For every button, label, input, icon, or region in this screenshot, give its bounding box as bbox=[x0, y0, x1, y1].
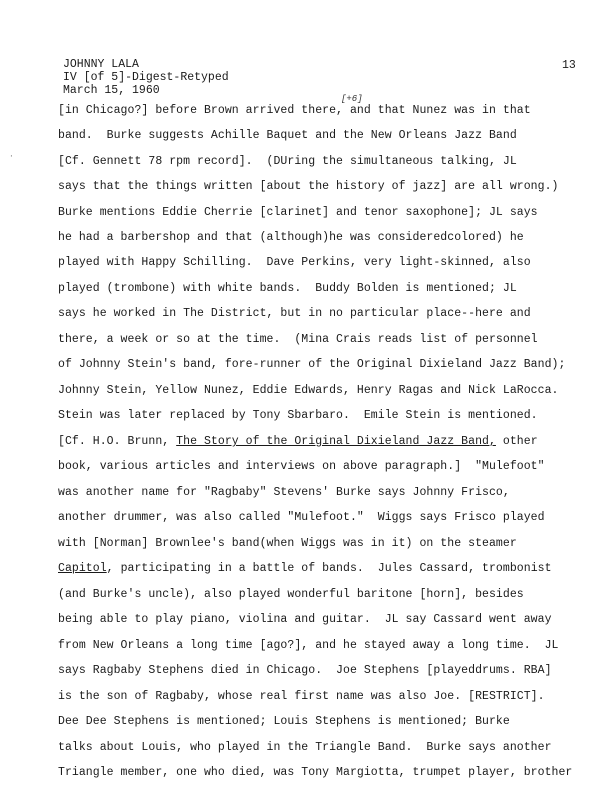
text-line: says that the things written [about the history of jazz] are all wrong.) bbox=[58, 180, 559, 193]
text-line: band. Burke suggests Achille Baquet and the New Orleans Jazz Band bbox=[58, 129, 517, 142]
text-line: played (trombone) with white bands. Buddy Bolden is mentioned; JL bbox=[58, 282, 517, 295]
text-line: says Ragbaby Stephens died in Chicago. Joe Stephens [playeddrums. RBA] bbox=[58, 664, 552, 677]
page-number: 13 bbox=[562, 59, 576, 72]
text-line: Stein was later replaced by Tony Sbarbaro. Emile Stein is mentioned. bbox=[58, 409, 538, 422]
text-line: [in Chicago?] before Brown arrived there, and that Nunez was in that bbox=[58, 104, 531, 117]
text-line: was another name for "Ragbaby" Stevens' Burke says Johnny Frisco, bbox=[58, 486, 510, 499]
text-line: Dee Dee Stephens is mentioned; Louis Stephens is mentioned; Burke bbox=[58, 715, 510, 728]
header-section: IV [of 5]-Digest-Retyped bbox=[63, 71, 229, 84]
document-header bbox=[63, 58, 229, 97]
text-line: with [Norman] Brownlee's band(when Wiggs was in it) on the steamer bbox=[58, 537, 517, 550]
text-line: another drummer, was also called "Mulefoot." Wiggs says Frisco played bbox=[58, 511, 545, 524]
text-line: (and Burke's uncle), also played wonderful baritone [horn], besides bbox=[58, 588, 524, 601]
text-line: Burke mentions Eddie Cherrie [clarinet] and tenor saxophone]; JL says bbox=[58, 206, 538, 219]
header-name: JOHNNY LALA bbox=[63, 58, 139, 71]
text-line: he had a barbershop and that (although)he was consideredcolored) he bbox=[58, 231, 524, 244]
text-line: says he worked in The District, but in no particular place--here and bbox=[58, 307, 531, 320]
steamer-line-rest: , participating in a battle of bands. Jules Cassard, trombonist bbox=[106, 562, 552, 575]
text-line: played with Happy Schilling. Dave Perkins, very light-skinned, also bbox=[58, 256, 531, 269]
handwritten-insert-mark: [+6] bbox=[341, 94, 363, 104]
text-line: book, various articles and interviews on above paragraph.] "Mulefoot" bbox=[58, 460, 545, 473]
text-line: is the son of Ragbaby, whose real first name was also Joe. [RESTRICT]. bbox=[58, 690, 545, 703]
text-line: Triangle member, one who died, was Tony Margiotta, trumpet player, brother bbox=[58, 766, 573, 779]
citation-prefix: [Cf. H.O. Brunn, bbox=[58, 435, 177, 448]
text-line: being able to play piano, violina and guitar. JL say Cassard went away bbox=[58, 613, 552, 626]
text-line: talks about Louis, who played in the Triangle Band. Burke says another bbox=[58, 741, 552, 754]
header-date: March 15, 1960 bbox=[63, 84, 160, 97]
text-line-steamer bbox=[58, 562, 552, 575]
text-line: there, a week or so at the time. (Mina Crais reads list of personnel bbox=[58, 333, 538, 346]
text-line: of Johnny Stein's band, fore-runner of the Original Dixieland Jazz Band); bbox=[58, 358, 566, 371]
citation-suffix: other bbox=[495, 435, 538, 448]
text-line-citation bbox=[58, 435, 538, 448]
text-line: from New Orleans a long time [ago?], and he stayed away a long time. JL bbox=[58, 639, 559, 652]
steamer-name: Capitol bbox=[58, 562, 107, 575]
text-line: Johnny Stein, Yellow Nunez, Eddie Edwards, Henry Ragas and Nick LaRocca. bbox=[58, 384, 559, 397]
book-title: The Story of the Original Dixieland Jazz Band, bbox=[176, 435, 496, 448]
stray-mark: · bbox=[9, 152, 14, 161]
text-line: [Cf. Gennett 78 rpm record]. (DUring the simultaneous talking, JL bbox=[58, 155, 517, 168]
